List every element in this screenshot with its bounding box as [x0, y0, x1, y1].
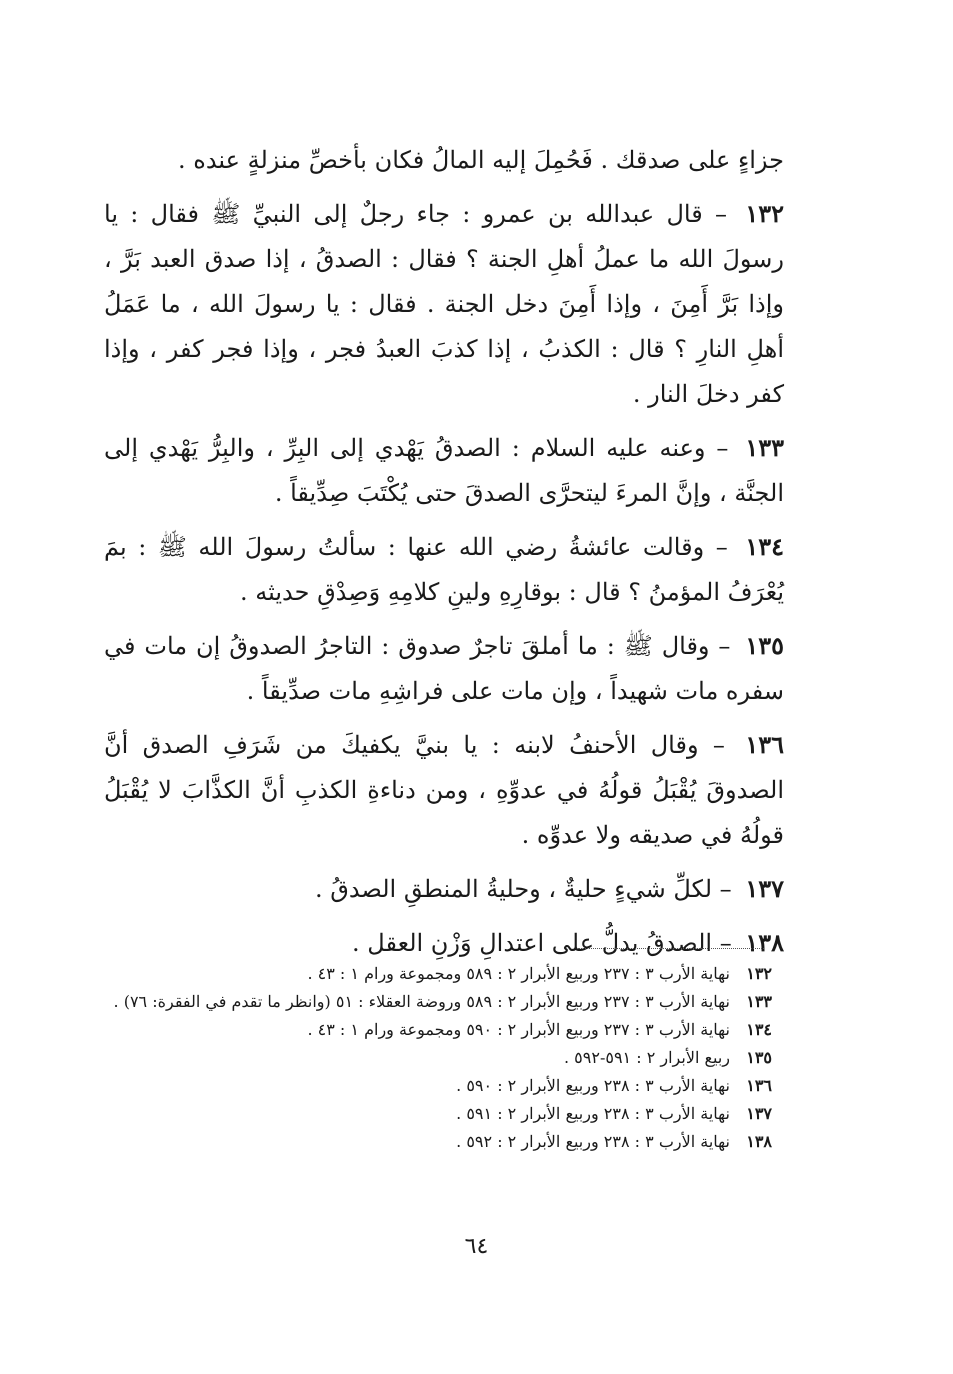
- entry-text: – لكلِّ شيءٍ حليةٌ ، وحليةُ المنطقِ الصدقُ .: [314, 875, 732, 903]
- entry-text: – وعنه عليه السلام : الصدقُ يَهْدي إلى البِرِّ ، والبِرُّ يَهْدي إلى الجنَّة ، وإنَّ المرءَ ليتحرَّى الصدقَ حتى يُكْتَبَ صِدِّيقاً .: [104, 434, 784, 507]
- entry-number: ١٣٢: [745, 199, 784, 228]
- footnote-item: [100, 1044, 772, 1072]
- entry-paragraph: [104, 623, 784, 714]
- main-text-block: [104, 138, 784, 974]
- entry-paragraph: [104, 425, 784, 516]
- entry-paragraph: [104, 191, 784, 417]
- footnote-item: [100, 1100, 772, 1128]
- footnote-text: نهاية الأرب ٣ : ٢٣٧ وربيع الأبرار ٢ : ٥٩٠ ومجموعة ورام ١ : ٤٣ .: [307, 1020, 730, 1039]
- entry-number: ١٣٥: [745, 631, 784, 660]
- entry-number: ١٣٦: [745, 730, 784, 759]
- footnote-item: [100, 960, 772, 988]
- entry-number: ١٣٤: [745, 532, 784, 561]
- footnote-text: نهاية الأرب ٣ : ٢٣٨ وربيع الأبرار ٢ : ٥٩٢ .: [456, 1132, 730, 1151]
- entry-paragraph: [104, 524, 784, 615]
- footnote-number: ١٣٤: [746, 1020, 772, 1039]
- footnote-text: نهاية الأرب ٣ : ٢٣٧ وربيع الأبرار ٢ : ٥٨٩ ومجموعة ورام ١ : ٤٣ .: [307, 964, 730, 983]
- entry-text: – قال عبدالله بن عمرو : جاء رجلٌ إلى النبيِّ ﷺ فقال : يا رسولَ الله ما عملُ أهلِ الجنة ؟ فقال : الصدقُ ، إذا صدق العبد بَرَّ ، وإذا بَرَّ أَمِنَ ، وإذا أَمِنَ دخل الجنة . فقال : يا رسولَ الله ، ما عَمَلُ أهلِ النارِ ؟ قال : الكذبُ ، إذا كذبَ العبدُ فجر ، وإذا فجر كفر ، وإذا كفر دخلَ النار .: [104, 200, 784, 408]
- entry-paragraph: [104, 722, 784, 858]
- page-number: ٦٤: [464, 1234, 489, 1259]
- footnote-number: ١٣٢: [746, 964, 772, 983]
- entry-text: – وقال ﷺ : ما أملقَ تاجرٌ صدوق : التاجرُ الصدوقُ إن مات في سفره مات شهيداً ، وإن مات على فراشِهِ مات صدِّيقاً .: [104, 632, 784, 705]
- entry-number: ١٣٧: [745, 874, 784, 903]
- entry-text: – وقالت عائشةُ رضي الله عنها : سألتُ رسولَ الله ﷺ : بمَ يُعْرَفُ المؤمنُ ؟ قال : بوقارِهِ ولينِ كلامِهِ وَصِدْقِ حديثه .: [104, 533, 784, 606]
- entry-paragraph: [104, 866, 784, 912]
- entry-text: – وقال الأحنفُ لابنه : يا بنيَّ يكفيكَ من شَرَفِ الصدق أنَّ الصدوقَ يُقْبَلُ قولُهُ في عدوِّهِ ، ومن دناءةِ الكذبِ أنَّ الكذَّابَ لا يُقْبَلُ قولُهُ في صديقه ولا عدوِّه .: [104, 731, 784, 849]
- footnote-number: ١٣٥: [746, 1048, 772, 1067]
- footnote-text: نهاية الأرب ٣ : ٢٣٨ وربيع الأبرار ٢ : ٥٩١ .: [456, 1104, 730, 1123]
- intro-paragraph: جزاءٍ على صدقك . فَحُمِلَ إليه المالُ فكان بأخصِّ منزلةٍ عنده .: [177, 146, 784, 174]
- footnote-number: ١٣٧: [746, 1104, 772, 1123]
- footnote-separator: [578, 948, 764, 949]
- footnote-number: ١٣٨: [746, 1132, 772, 1151]
- footnote-text: نهاية الأرب ٣ : ٢٣٨ وربيع الأبرار ٢ : ٥٩٠ .: [456, 1076, 730, 1095]
- entry-number: ١٣٨: [745, 928, 784, 957]
- footnote-text: ربيع الأبرار ٢ : ٥٩١-٥٩٢ .: [563, 1048, 730, 1067]
- footnote-item: [100, 1128, 772, 1156]
- footnote-item: [100, 1072, 772, 1100]
- entry-number: ١٣٣: [745, 433, 784, 462]
- footnote-text: نهاية الأرب ٣ : ٢٣٧ وربيع الأبرار ٢ : ٥٨٩ وروضة العقلاء : ٥١ (وانظر ما تقدم في الفقرة: ٧٦) .: [113, 992, 730, 1011]
- footnote-number: ١٣٦: [746, 1076, 772, 1095]
- footnote-item: [100, 1016, 772, 1044]
- entry-text: – الصدقُ يدلُّ على اعتدالِ وَزْنِ العقل .: [352, 929, 732, 957]
- footnote-item: [100, 988, 772, 1016]
- footnotes-block: [100, 960, 772, 1156]
- footnote-number: ١٣٣: [746, 992, 772, 1011]
